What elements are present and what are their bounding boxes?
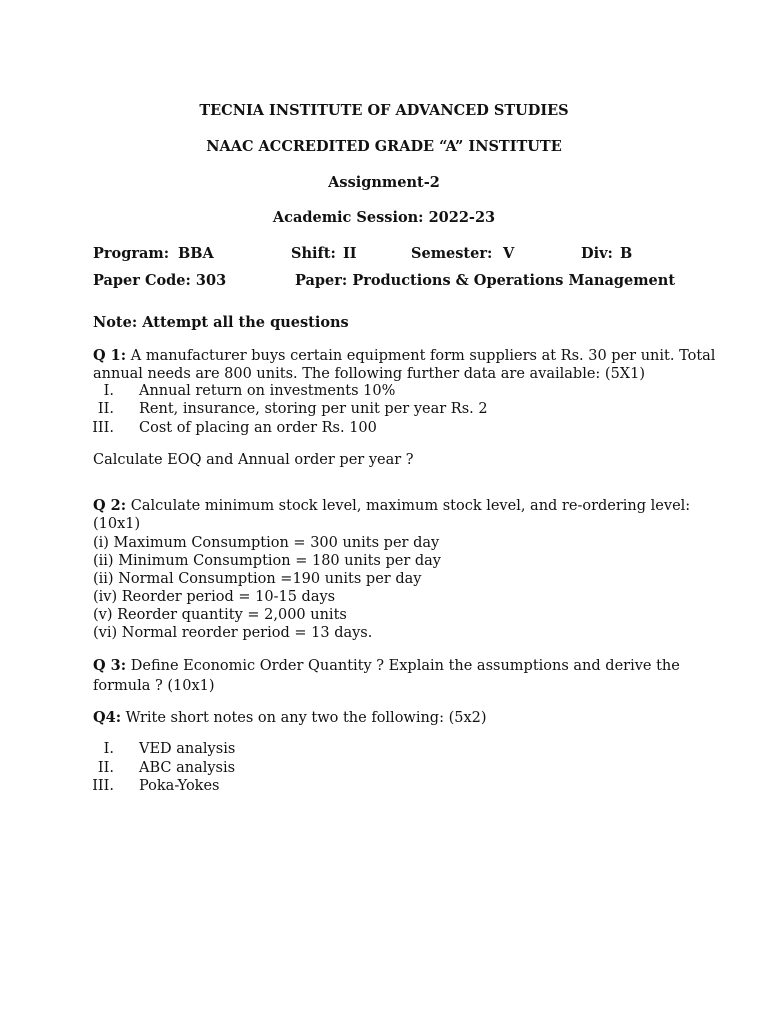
q4-label: Q4:: [93, 709, 122, 726]
semester-value: V: [503, 245, 515, 262]
q4-item-num: II.: [97, 760, 114, 776]
q4-line1: Q4: Write short notes on any two the following: (5x2): [93, 709, 487, 726]
q3-label: Q 3:: [93, 657, 127, 674]
q3-line2: formula ? (10x1): [93, 678, 215, 694]
q4-item-text: VED analysis: [139, 741, 236, 757]
q2-item: (ii) Minimum Consumption = 180 units per day: [93, 553, 441, 569]
paper-code: Paper Code: 303: [93, 272, 227, 289]
q2-item: (v) Reorder quantity = 2,000 units: [93, 607, 347, 623]
program-label: Program:: [93, 245, 170, 262]
q4-item-text: Poka-Yokes: [139, 778, 220, 794]
shift-value: II: [343, 245, 357, 262]
q1-item-text: Cost of placing an order Rs. 100: [139, 420, 377, 436]
q2-line2: (10x1): [93, 516, 141, 532]
q2-item: (i) Maximum Consumption = 300 units per day: [93, 535, 440, 551]
q1-item-num: I.: [103, 383, 114, 399]
q3-line1: Q 3: Define Economic Order Quantity ? Explain the assumptions and derive the: [93, 657, 680, 674]
q2-item: (vi) Normal reorder period = 13 days.: [93, 625, 373, 641]
q2-item: (ii) Normal Consumption =190 units per day: [93, 571, 422, 587]
q2-item: (iv) Reorder period = 10-15 days: [93, 589, 336, 605]
q2-line1: Q 2: Calculate minimum stock level, maximum stock level, and re-ordering level:: [93, 497, 691, 514]
q1-item-num: II.: [97, 401, 114, 417]
q1-item-text: Annual return on investments 10%: [139, 383, 396, 399]
semester-label: Semester:: [411, 245, 493, 262]
q2-label: Q 2:: [93, 497, 127, 514]
q1-line1: Q 1: A manufacturer buys certain equipment form suppliers at Rs. 30 per unit. Total: [93, 347, 716, 364]
q1-item-text: Rent, insurance, storing per unit per year Rs. 2: [139, 401, 488, 417]
div-value: B: [620, 245, 633, 262]
q1-item-num: III.: [92, 420, 114, 436]
q4-item-num: III.: [92, 778, 114, 794]
q1-label: Q 1:: [93, 347, 127, 364]
q1-ask: Calculate EOQ and Annual order per year ?: [93, 452, 414, 468]
q1-line2: annual needs are 800 units. The following further data are available: (5X1): [93, 366, 645, 382]
academic-session: Academic Session: 2022-23: [272, 209, 496, 226]
note: Note: Attempt all the questions: [93, 314, 349, 331]
div-label: Div:: [581, 245, 613, 262]
q4-item-num: I.: [103, 741, 114, 757]
institute-title: TECNIA INSTITUTE OF ADVANCED STUDIES: [199, 102, 569, 119]
assignment-title: Assignment-2: [328, 174, 440, 191]
q4-item-text: ABC analysis: [139, 760, 236, 776]
accreditation-line: NAAC ACCREDITED GRADE “A” INSTITUTE: [206, 138, 562, 155]
shift-label: Shift:: [291, 245, 336, 262]
program-value: BBA: [178, 245, 214, 262]
paper-title: Paper: Productions & Operations Management: [295, 272, 676, 289]
